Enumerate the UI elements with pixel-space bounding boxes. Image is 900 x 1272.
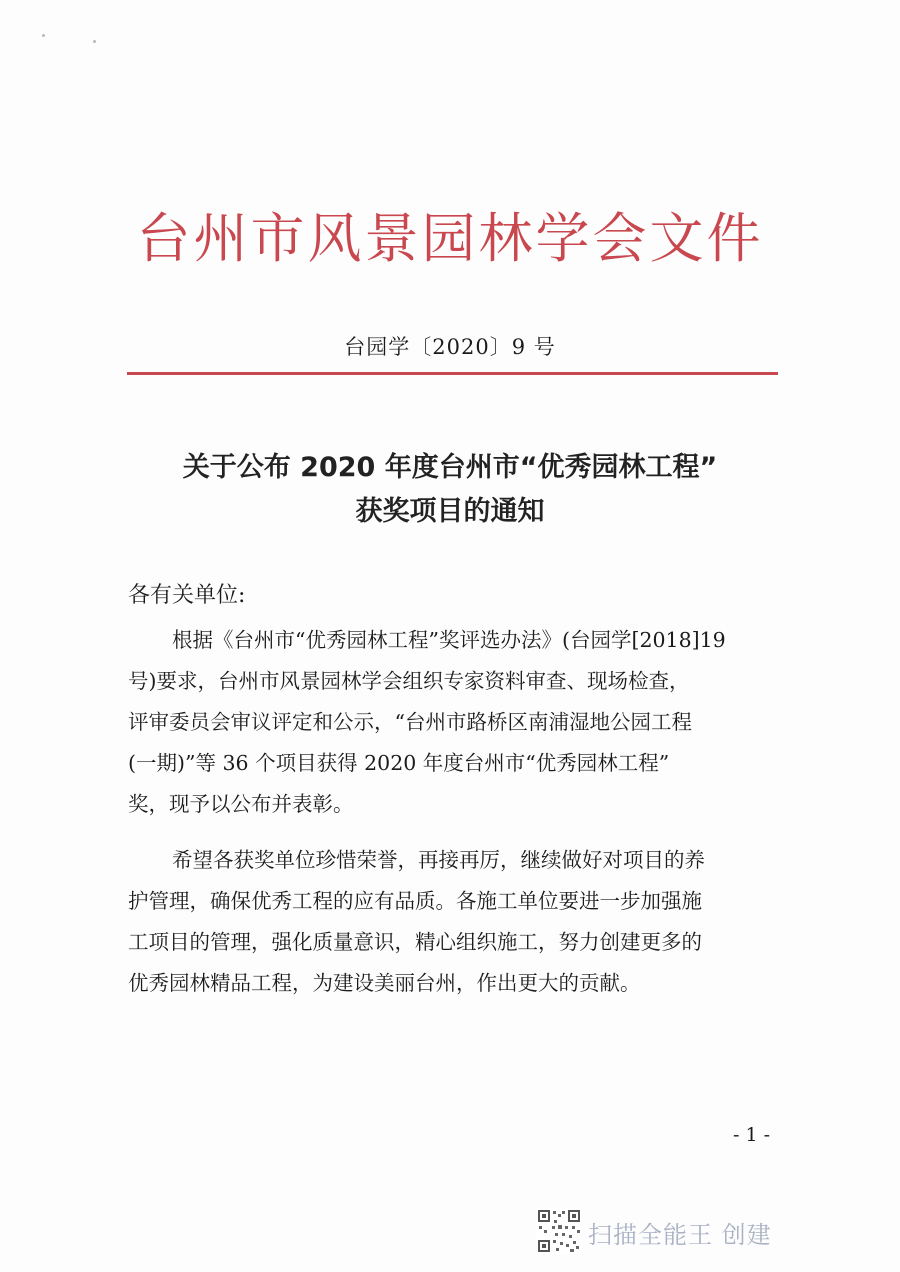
scan-speck [93,40,96,43]
paragraph-line: 工项目的管理，强化质量意识，精心组织施工，努力创建更多的 [128,930,702,954]
notice-title-line-2: 获奖项目的通知 [355,496,545,527]
paragraph-line: 护管理，确保优秀工程的应有品质。各施工单位要进一步加强施 [128,889,702,913]
notice-title [0,446,900,534]
paragraph-line: 评审委员会审议评定和公示，“台州市路桥区南浦湿地公园工程 [128,710,692,734]
scan-speck [42,34,45,37]
salutation: 各有关单位: [128,583,246,608]
paragraph-line: 号)要求，台州市风景园林学会组织专家资料审查、现场检查， [128,669,690,693]
paragraph-line: 奖，现予以公布并表彰。 [128,792,354,816]
paragraph-1 [128,620,776,825]
paragraph-line: 根据《台州市“优秀园林工程”奖评选办法》(台园学[2018]19 [172,628,726,652]
scanner-watermark: 扫描全能王 创建 [588,1221,772,1249]
document-number: 台园学〔2020〕9 号 [344,335,556,359]
notice-title-line-1: 关于公布 2020 年度台州市“优秀园林工程” [182,452,718,483]
paragraph-line: (一期)”等 36 个项目获得 2020 年度台州市“优秀园林工程” [128,751,670,775]
red-divider-line [127,372,778,375]
page-number: - 1 - [733,1124,771,1146]
paragraph-line: 希望各获奖单位珍惜荣誉，再接再厉，继续做好对项目的养 [172,848,705,872]
qr-code-icon [536,1208,582,1254]
paragraph-line: 优秀园林精品工程，为建设美丽台州，作出更大的贡献。 [128,971,641,995]
org-header-title: 台州市风景园林学会文件 [136,207,764,270]
paragraph-2 [128,840,776,1004]
